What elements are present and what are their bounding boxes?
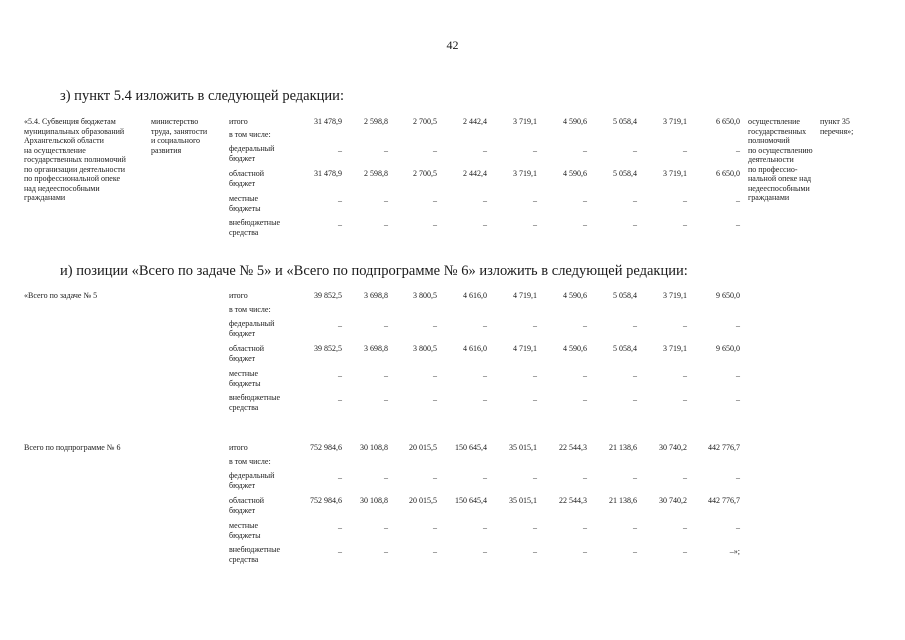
funding-value: 22 544,3 <box>559 496 587 505</box>
funding-source-label: средства <box>229 402 259 412</box>
funding-value: – <box>384 473 388 482</box>
funding-value: – <box>338 220 342 229</box>
funding-source-label: бюджеты <box>229 203 261 213</box>
funding-source-label: областной <box>229 344 265 353</box>
funding-value: 30 740,2 <box>659 443 687 452</box>
funding-source-label: средства <box>229 554 259 564</box>
funding-value: 22 544,3 <box>559 443 587 452</box>
funding-value: – <box>384 371 388 380</box>
funding-value: – <box>633 220 637 229</box>
funding-value: 4 616,0 <box>463 344 487 353</box>
row-name-line: Всего по подпрограмме № 6 <box>24 443 121 452</box>
funding-value: – <box>683 196 687 205</box>
row-name-line: «5.4. Субвенция бюджетам <box>24 117 116 126</box>
funding-value: – <box>683 371 687 380</box>
funding-value: – <box>433 146 437 155</box>
funding-value: – <box>483 395 487 404</box>
funding-value: – <box>433 220 437 229</box>
funding-value: – <box>683 146 687 155</box>
funding-value: – <box>338 371 342 380</box>
funding-source-label: федеральный <box>229 471 275 480</box>
funding-value: – <box>533 321 537 330</box>
funding-value: 4 590,6 <box>563 169 587 178</box>
funding-source-label: бюджет <box>229 178 256 188</box>
funding-value: – <box>583 371 587 380</box>
funding-value: 3 719,1 <box>513 169 537 178</box>
funding-value: – <box>736 523 740 532</box>
funding-source-label: внебюджетные <box>229 393 280 402</box>
funding-value: – <box>384 321 388 330</box>
funding-value: 4 719,1 <box>513 344 537 353</box>
funding-value: – <box>633 146 637 155</box>
executor-line: министерство <box>151 117 199 126</box>
funding-source-label: бюджеты <box>229 378 261 388</box>
outcome-line: деятельности <box>748 155 794 164</box>
funding-value: – <box>683 395 687 404</box>
funding-source-label: областной <box>229 496 265 505</box>
outcome-line: полномочий <box>748 136 790 145</box>
funding-source-label: бюджеты <box>229 530 261 540</box>
funding-value: 31 478,9 <box>314 169 342 178</box>
funding-value: –»; <box>729 547 740 556</box>
funding-value: – <box>533 146 537 155</box>
funding-value: – <box>633 547 637 556</box>
funding-value: – <box>533 395 537 404</box>
funding-value: – <box>483 146 487 155</box>
funding-value: 21 138,6 <box>609 443 637 452</box>
funding-value: – <box>338 196 342 205</box>
funding-value: 3 698,8 <box>364 344 388 353</box>
funding-source-label: бюджет <box>229 505 256 515</box>
executor-line: труда, занятости <box>151 126 208 136</box>
funding-value: – <box>384 395 388 404</box>
funding-value: – <box>683 321 687 330</box>
funding-value: – <box>583 523 587 532</box>
funding-value: 30 108,8 <box>360 443 388 452</box>
funding-value: 39 852,5 <box>314 291 342 300</box>
funding-value: 35 015,1 <box>509 443 537 452</box>
row-name-line: по организации деятельности <box>24 164 126 174</box>
funding-value: – <box>633 523 637 532</box>
funding-value: – <box>338 473 342 482</box>
funding-value: – <box>338 146 342 155</box>
row-name-line: муниципальных образований <box>24 126 125 136</box>
funding-value: 3 719,1 <box>663 117 687 126</box>
funding-value: 3 719,1 <box>513 117 537 126</box>
funding-source-label: итого <box>229 117 248 126</box>
funding-source-label: средства <box>229 227 259 237</box>
funding-value: – <box>533 547 537 556</box>
funding-value: – <box>483 321 487 330</box>
row-name-line: на осуществление <box>24 145 86 155</box>
funding-source-label: бюджет <box>229 480 256 490</box>
funding-value: – <box>683 547 687 556</box>
funding-source-label: внебюджетные <box>229 218 280 227</box>
funding-value: 35 015,1 <box>509 496 537 505</box>
funding-value: – <box>384 146 388 155</box>
funding-value: – <box>384 196 388 205</box>
funding-value: 3 800,5 <box>413 291 437 300</box>
funding-value: – <box>433 523 437 532</box>
funding-value: 2 598,8 <box>364 117 388 126</box>
funding-value: 3 800,5 <box>413 344 437 353</box>
funding-source-label: итого <box>229 291 248 300</box>
funding-source-label: федеральный <box>229 319 275 328</box>
funding-value: 2 442,4 <box>463 169 487 178</box>
funding-value: – <box>338 523 342 532</box>
funding-value: – <box>633 321 637 330</box>
funding-value: 150 645,4 <box>455 443 487 452</box>
funding-value: 31 478,9 <box>314 117 342 126</box>
reference-line: пункт 35 <box>820 117 850 126</box>
funding-value: – <box>683 523 687 532</box>
funding-value: 752 984,6 <box>310 443 342 452</box>
funding-value: 442 776,7 <box>708 443 740 452</box>
funding-value: 4 590,6 <box>563 291 587 300</box>
funding-value: – <box>433 395 437 404</box>
row-name-line: над недееспособными <box>24 183 100 193</box>
funding-value: – <box>533 220 537 229</box>
funding-value: – <box>433 371 437 380</box>
funding-value: 4 616,0 <box>463 291 487 300</box>
funding-value: – <box>736 371 740 380</box>
funding-value: – <box>483 371 487 380</box>
funding-source-label: местные <box>229 521 259 530</box>
funding-value: – <box>483 196 487 205</box>
funding-value: – <box>338 321 342 330</box>
funding-value: – <box>533 196 537 205</box>
funding-value: 5 058,4 <box>613 291 637 300</box>
row-name-line: Архангельской области <box>24 136 104 145</box>
outcome-line: недееспособными <box>748 183 810 193</box>
funding-value: 21 138,6 <box>609 496 637 505</box>
funding-value: – <box>384 547 388 556</box>
funding-value: 3 698,8 <box>364 291 388 300</box>
funding-value: – <box>583 321 587 330</box>
executor-line: развития <box>151 145 182 155</box>
reference-line: перечня»; <box>820 126 854 136</box>
funding-value: – <box>736 321 740 330</box>
funding-value: – <box>433 321 437 330</box>
funding-source-label: бюджет <box>229 328 256 338</box>
funding-value: – <box>736 473 740 482</box>
row-name-line: по профессиональной опеке <box>24 174 121 183</box>
funding-value: – <box>338 395 342 404</box>
outcome-line: государственных <box>748 126 807 136</box>
funding-value: – <box>736 196 740 205</box>
funding-value: – <box>583 547 587 556</box>
row-name-line: гражданами <box>24 193 66 202</box>
funding-value: 9 650,0 <box>716 344 740 353</box>
funding-value: – <box>483 220 487 229</box>
funding-value: 2 700,5 <box>413 117 437 126</box>
funding-value: 752 984,6 <box>310 496 342 505</box>
heading-item-z: з) пункт 5.4 изложить в следующей редакции: <box>60 88 344 104</box>
funding-value: 30 108,8 <box>360 496 388 505</box>
funding-value: – <box>583 473 587 482</box>
funding-source-label: федеральный <box>229 144 275 153</box>
funding-value: 9 650,0 <box>716 291 740 300</box>
page-number: 42 <box>446 38 459 52</box>
funding-value: 5 058,4 <box>613 117 637 126</box>
funding-value: 20 015,5 <box>409 496 437 505</box>
outcome-line: нальной опеке над <box>748 174 812 183</box>
funding-value: 39 852,5 <box>314 344 342 353</box>
funding-value: – <box>736 395 740 404</box>
funding-value: – <box>433 473 437 482</box>
funding-value: 4 590,6 <box>563 117 587 126</box>
funding-source-label: в том числе: <box>229 130 271 139</box>
funding-value: 5 058,4 <box>613 169 637 178</box>
row-name-line: «Всего по задаче № 5 <box>24 291 98 300</box>
funding-value: – <box>483 473 487 482</box>
funding-value: – <box>533 523 537 532</box>
funding-value: – <box>483 523 487 532</box>
funding-value: – <box>533 371 537 380</box>
funding-value: – <box>583 146 587 155</box>
funding-source-label: бюджет <box>229 353 256 363</box>
funding-value: – <box>683 220 687 229</box>
outcome-line: осуществление <box>748 117 800 126</box>
funding-value: 4 590,6 <box>563 344 587 353</box>
funding-value: – <box>433 547 437 556</box>
funding-value: 3 719,1 <box>663 291 687 300</box>
funding-value: – <box>433 196 437 205</box>
heading-item-i: и) позиции «Всего по задаче № 5» и «Всего по подпрограмме № 6» изложить в следующей редакции: <box>60 263 688 279</box>
funding-value: – <box>583 196 587 205</box>
outcome-line: гражданами <box>748 193 790 202</box>
funding-value: – <box>633 196 637 205</box>
funding-source-label: в том числе: <box>229 305 271 314</box>
funding-value: – <box>533 473 537 482</box>
outcome-line: по осуществлению <box>748 145 813 155</box>
funding-value: – <box>483 547 487 556</box>
funding-value: – <box>583 220 587 229</box>
executor-line: и социального <box>151 136 201 145</box>
funding-value: 6 650,0 <box>716 117 740 126</box>
funding-value: – <box>736 220 740 229</box>
funding-source-label: местные <box>229 369 259 378</box>
row-name-line: государственных полномочий <box>24 155 126 164</box>
funding-value: 6 650,0 <box>716 169 740 178</box>
funding-value: – <box>633 371 637 380</box>
funding-source-label: внебюджетные <box>229 545 280 554</box>
funding-value: 2 442,4 <box>463 117 487 126</box>
funding-value: 442 776,7 <box>708 496 740 505</box>
funding-value: 3 719,1 <box>663 344 687 353</box>
funding-source-label: местные <box>229 194 259 203</box>
funding-value: 2 598,8 <box>364 169 388 178</box>
funding-value: 2 700,5 <box>413 169 437 178</box>
funding-value: 150 645,4 <box>455 496 487 505</box>
funding-source-label: итого <box>229 443 248 452</box>
funding-value: 5 058,4 <box>613 344 637 353</box>
funding-value: – <box>633 395 637 404</box>
funding-value: 20 015,5 <box>409 443 437 452</box>
funding-value: 4 719,1 <box>513 291 537 300</box>
funding-value: – <box>683 473 687 482</box>
funding-value: – <box>384 523 388 532</box>
funding-value: – <box>633 473 637 482</box>
funding-value: – <box>736 146 740 155</box>
funding-source-label: в том числе: <box>229 457 271 466</box>
funding-value: – <box>384 220 388 229</box>
funding-source-label: областной <box>229 169 265 178</box>
funding-source-label: бюджет <box>229 153 256 163</box>
funding-value: 30 740,2 <box>659 496 687 505</box>
outcome-line: по профессио- <box>748 164 798 174</box>
funding-value: 3 719,1 <box>663 169 687 178</box>
funding-value: – <box>583 395 587 404</box>
funding-value: – <box>338 547 342 556</box>
